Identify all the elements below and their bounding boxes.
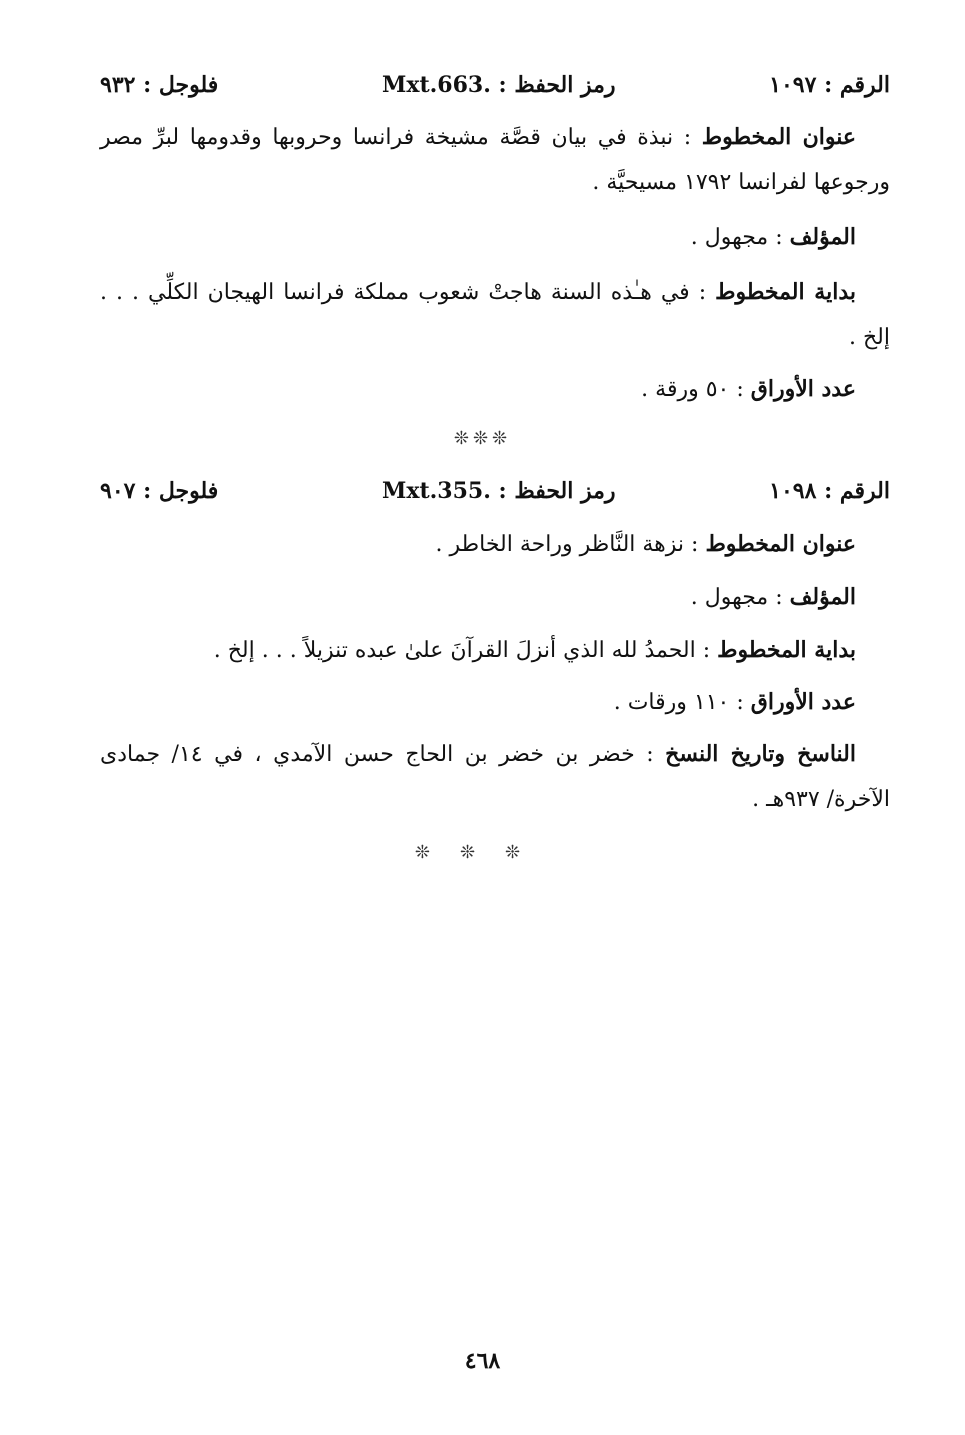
- shelf-mark-label: رمز الحفظ :: [490, 478, 616, 504]
- shelf-mark: [382, 72, 616, 98]
- manuscript-author: [100, 215, 890, 260]
- field-label: بداية المخطوط: [715, 279, 856, 305]
- manuscript-title: [100, 522, 890, 567]
- flugel-number: فلوجل : ٩٠٧: [100, 478, 219, 504]
- shelf-mark-code: Mxt.663.: [382, 72, 491, 98]
- field-value: : نزهة النَّاظر وراحة الخاطر .: [435, 532, 706, 557]
- manuscript-folios: [100, 367, 890, 412]
- shelf-mark-label: رمز الحفظ :: [490, 72, 616, 98]
- shelf-mark-code: Mxt.355.: [382, 478, 491, 504]
- entry-header-1097: [100, 72, 890, 106]
- field-value: : ١١٠ ورقات .: [613, 690, 751, 715]
- separator-stars: ❊❊❊: [414, 842, 551, 863]
- field-value: : ٥٠ ورقة .: [641, 377, 751, 402]
- field-label: عدد الأوراق: [750, 689, 856, 715]
- field-value: : خضر بن خضر بن الحاج حسن الآمدي ، في ١٤/ جمادى الآخرة/ ٩٣٧هـ .: [100, 742, 890, 812]
- field-label: عنوان المخطوط: [705, 531, 856, 557]
- manuscript-copyist: [100, 732, 890, 822]
- field-label: المؤلف: [789, 584, 856, 610]
- separator-stars: ❊❊❊: [453, 428, 512, 449]
- flugel-number: فلوجل : ٩٣٢: [100, 72, 219, 98]
- entry-number: الرقم : ١٠٩٧: [769, 72, 890, 98]
- manuscript-incipit: [100, 628, 890, 673]
- field-value: : في هـٰذه السنة هاجتْ شعوب مملكة فرانسا الهيجان الكلِّي . . . إلخ .: [100, 280, 890, 350]
- page-number: ٤٦٨: [464, 1348, 501, 1374]
- shelf-mark: [382, 478, 616, 504]
- field-label: الناسخ وتاريخ النسخ: [665, 741, 856, 767]
- manuscript-author: [100, 575, 890, 620]
- manuscript-incipit: [100, 270, 890, 360]
- field-value: : نبذة في بيان قصَّة مشيخة فرانسا وحروبها وقدومها لبرِّ مصر ورجوعها لفرانسا ١٧٩٢ مسيحيَّة .: [100, 125, 890, 195]
- entry-number: الرقم : ١٠٩٨: [769, 478, 890, 504]
- field-label: عنوان المخطوط: [701, 124, 856, 150]
- manuscript-folios: [100, 680, 890, 725]
- field-value: : مجهول .: [690, 585, 790, 610]
- field-label: عدد الأوراق: [750, 376, 856, 402]
- field-label: المؤلف: [789, 224, 856, 250]
- field-label: بداية المخطوط: [717, 637, 856, 663]
- field-value: : مجهول .: [690, 225, 790, 250]
- entry-header-1098: [100, 478, 890, 512]
- manuscript-title: [100, 115, 890, 205]
- field-value: : الحمدُ لله الذي أنزلَ القرآنَ علىٰ عبده تنزيلاً . . . إلخ .: [213, 638, 718, 663]
